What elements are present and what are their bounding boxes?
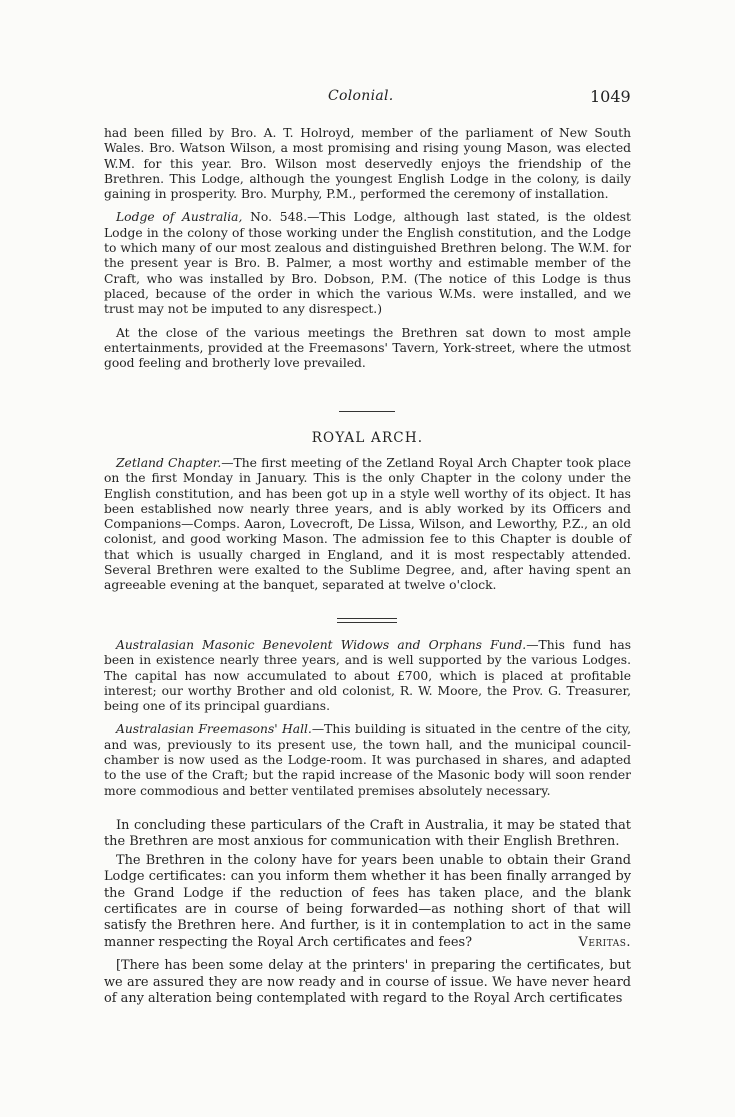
paragraph-freemasons-hall	[104, 722, 631, 798]
freemasons-hall-title: Australasian Freemasons' Hall.	[116, 722, 312, 737]
paragraph-zetland-chapter	[104, 456, 631, 594]
freemasons-hall-body: —This building is situated in the centre of the city, and was, previously to its present use, the town hall, and the municipal council-chamber is now used as the Lodge-room. It was purchased in shares, and adapted to the use of the Craft; but the rapid increase of the Masonic body will soon render more commodious and better ventilated premises absolutely necessary.	[104, 722, 631, 798]
certificates-body: The Brethren in the colony have for years been unable to obtain their Grand Lodge certificates: can you inform them whether it has been finally arranged by the Grand Lodge if the reduction of fees has taken place, and the blank certificates are in course of being forwarded—as nothing short of that will satisfy the Brethren here. And further, is it in contemplation to act in the same manner respecting the Royal Arch certificates and fees?	[104, 852, 631, 950]
page-header	[0, 88, 735, 110]
paragraph-lodge-of-australia	[104, 210, 631, 317]
lodge-of-australia-title: Lodge of Australia,	[116, 210, 243, 225]
paragraph-benevolent-fund	[104, 638, 631, 714]
colonial-lodges-section	[104, 126, 631, 371]
zetland-chapter-body: —The first meeting of the Zetland Royal Arch Chapter took place on the first Monday in January. This is the only Chapter in the colony under the English constitution, and has been got up in a style well worthy of its object. It has been established now nearly three years, and is ably worked by its Officers and Companions—Comps. Aaron, Lovecroft, De Lissa, Wilson, and Leworthy, P.Z., an old colonist, and good working Mason. The admission fee to this Chapter is double of that which is usually charged in England, and it is most respectably attended. Several Brethren were exalted to the Sublime Degree, and, after having spent an agreeable evening at the banquet, separated at twelve o'clock.	[104, 456, 631, 593]
lodge-of-australia-body: No. 548.—This Lodge, although last stated, is the oldest Lodge in the colony of those working under the English constitution, and the Lodge to which many of our most zealous and distinguished Brethren belong. The W.M. for the present year is Bro. B. Palmer, a most worthy and estimable member of the Craft, who was installed by Bro. Dobson, P.M. (The notice of this Lodge is thus placed, because of the order in which the various W.Ms. were installed, and we trust may not be imputed to any disrespect.)	[104, 210, 631, 317]
paragraph-concluding: In concluding these particulars of the Craft in Australia, it may be stated that the Brethren are most anxious for communication with their English Brethren.	[104, 818, 631, 850]
funds-and-hall-section	[104, 638, 631, 799]
zetland-chapter-title: Zetland Chapter.	[116, 456, 222, 470]
paragraph-holroyd: had been filled by Bro. A. T. Holroyd, member of the parliament of New South Wales. Bro. Watson Wilson, a most promising and rising young Mason, was elected W.M. for this year. Bro. Wilson most deservedly enjoys the friendship of the Brethren. This Lodge, although the youngest English Lodge in the colony, is daily gaining in prosperity. Bro. Murphy, P.M., performed the ceremony of installation.	[104, 126, 631, 202]
paragraph-editor-reply: [There has been some delay at the printers' in preparing the certificates, but we are assured they are now ready and in course of issue. We have never heard of any alteration being contemplated with regard to the Royal Arch certificates	[104, 958, 631, 1007]
running-title: Colonial.	[328, 88, 394, 104]
paragraph-grand-lodge-certificates	[104, 853, 631, 951]
page-number: 1049	[590, 87, 631, 106]
royal-arch-heading: ROYAL ARCH.	[311, 430, 424, 446]
paragraph-meetings-close: At the close of the various meetings the Brethren sat down to most ample entertainments, provided at the Freemasons' Tavern, York-street, where the utmost good feeling and brotherly love prevailed.	[104, 325, 631, 371]
section-divider-rule	[339, 411, 395, 412]
correspondence-section	[104, 818, 631, 1007]
signature-veritas: Veritas.	[578, 934, 631, 950]
royal-arch-section	[104, 456, 631, 594]
benevolent-fund-body: —This fund has been in existence nearly three years, and is well supported by the various Lodges. The capital has now accumulated to about £700, which is placed at profitable interest; our worthy Brother and old colonist, R. W. Moore, the Prov. G. Treasurer, being one of its principal guardians.	[104, 638, 631, 714]
benevolent-fund-title: Australasian Masonic Benevolent Widows and Orphans Fund.	[116, 638, 527, 652]
section-divider-double-rule	[337, 618, 397, 623]
